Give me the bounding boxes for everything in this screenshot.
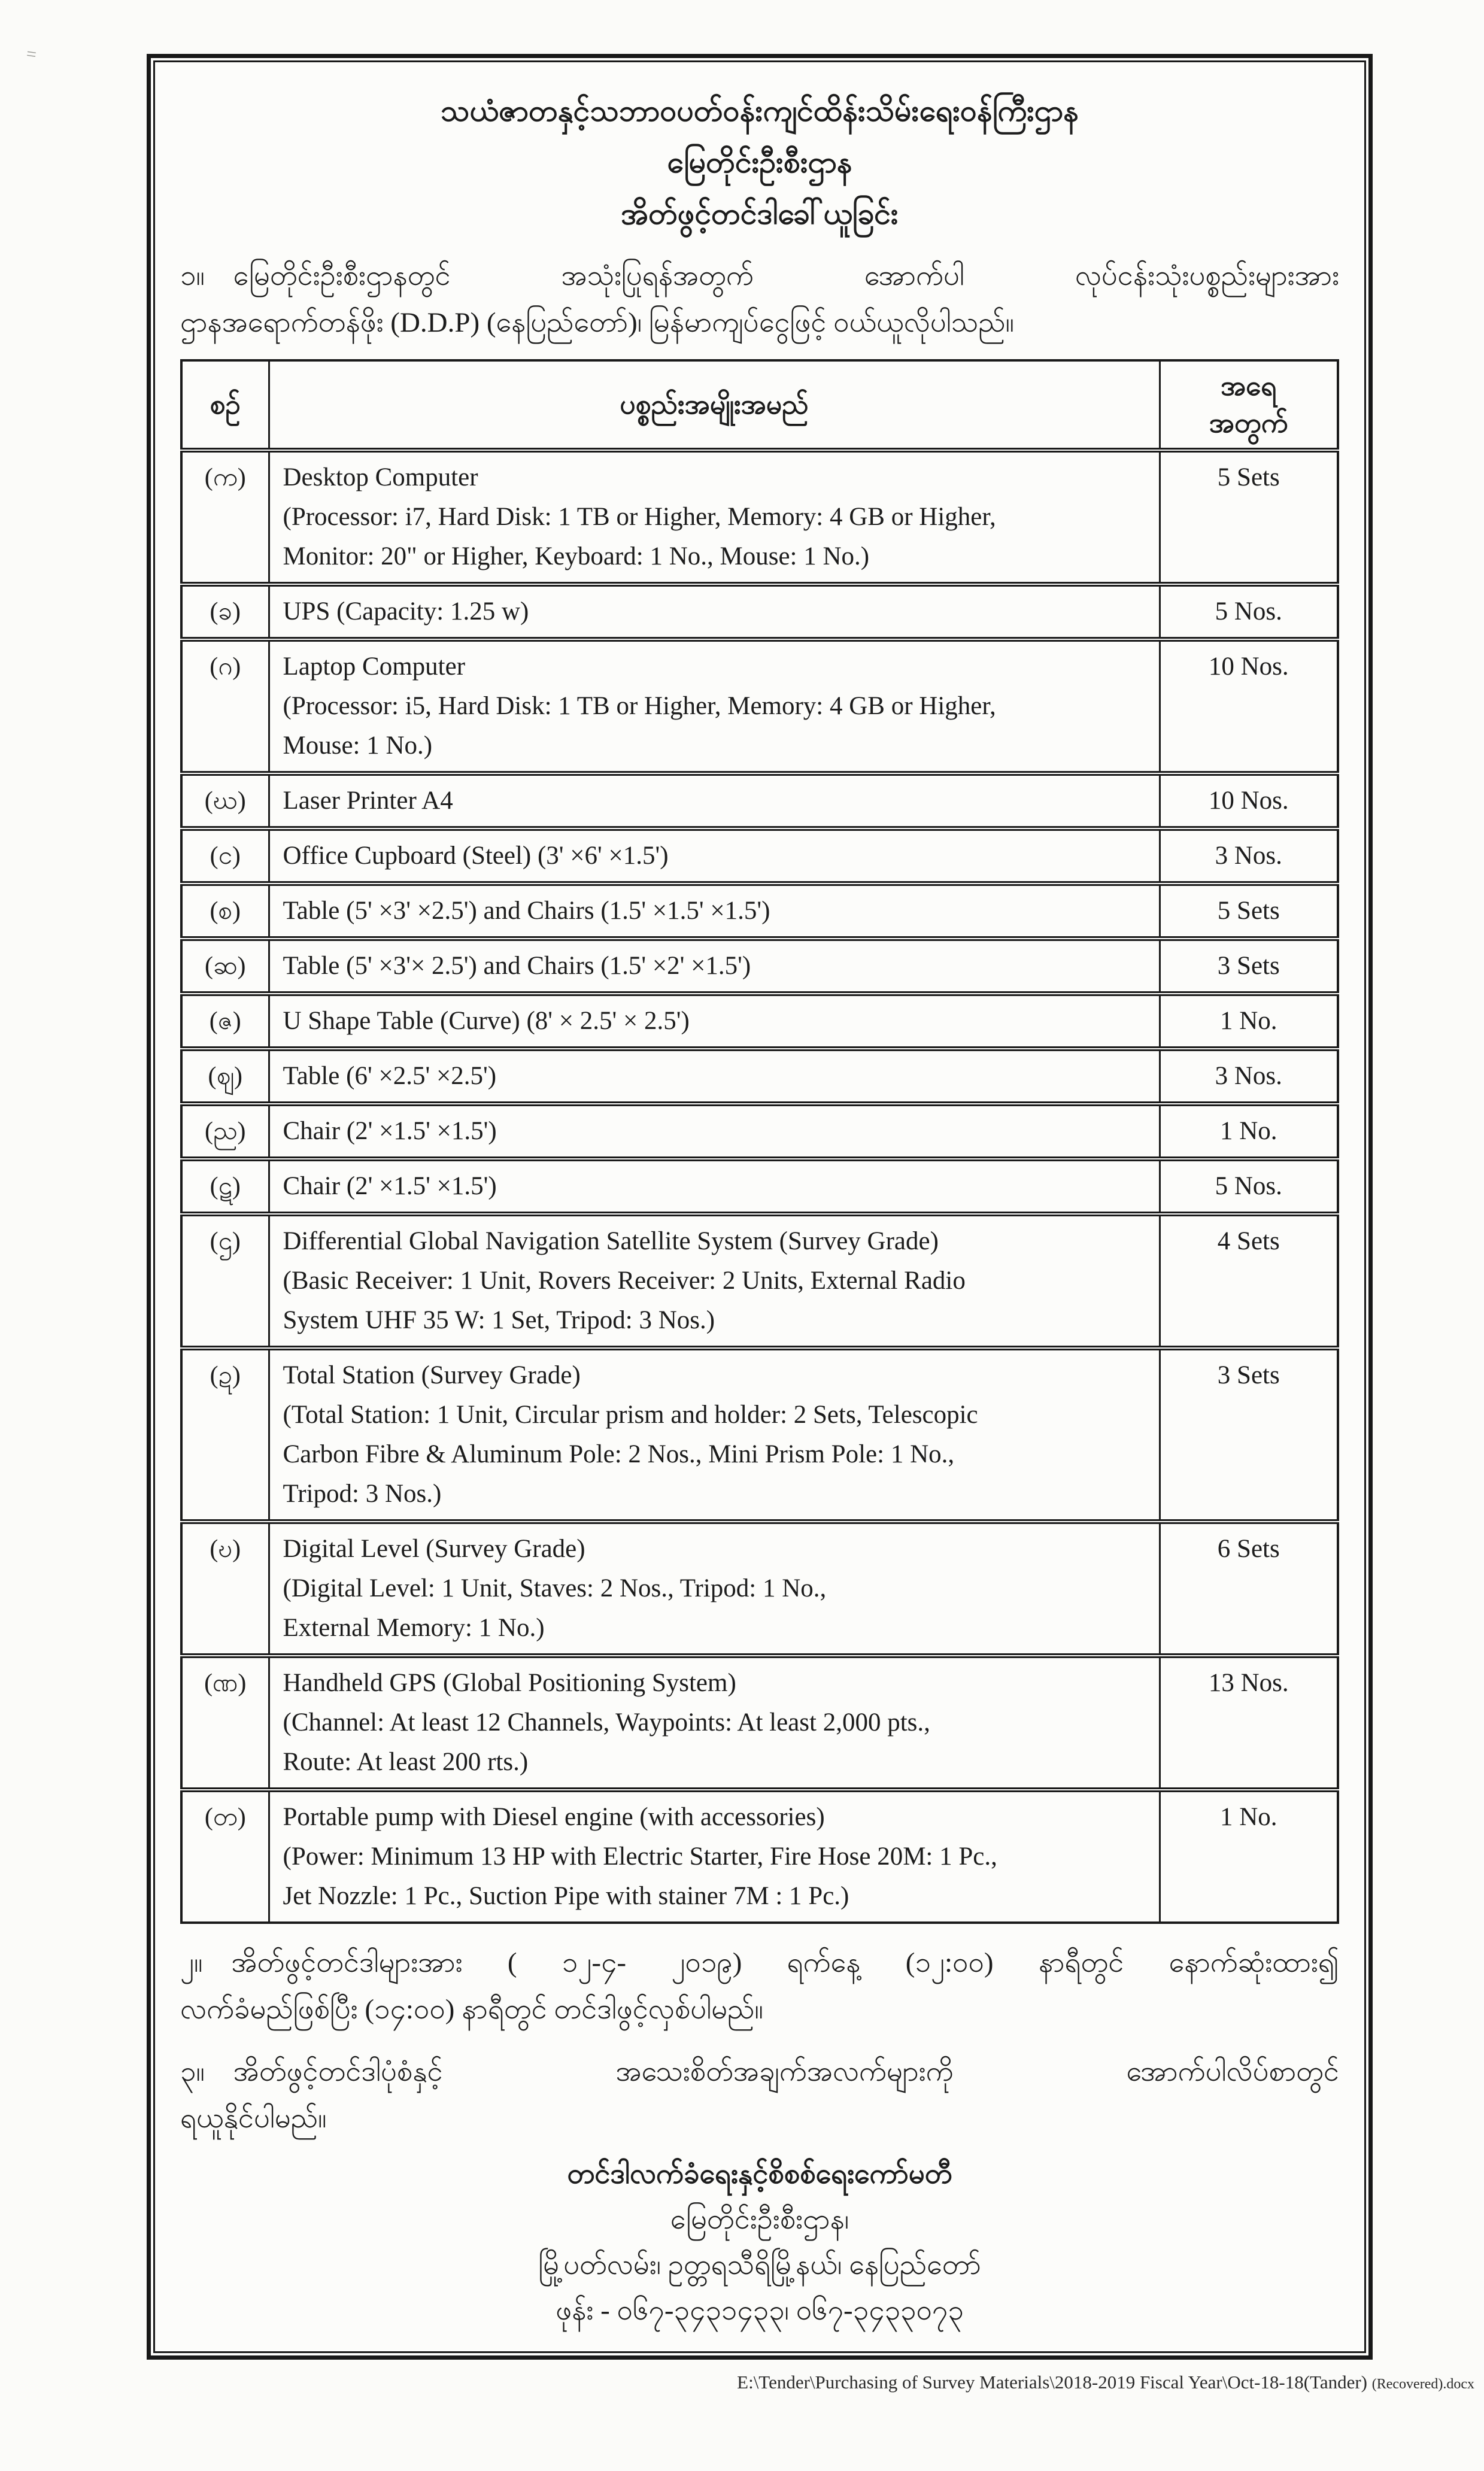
description-line: Mouse: 1 No.) bbox=[283, 731, 433, 760]
description-line: Total Station (Survey Grade) bbox=[283, 1361, 581, 1389]
description-line: Chair (2' ×1.5' ×1.5') bbox=[283, 1117, 497, 1145]
tender-committee-name: တင်ဒါလက်ခံရေးနှင့်စိစစ်ရေးကော်မတီ bbox=[567, 2159, 952, 2190]
row-description bbox=[269, 1790, 1160, 1923]
row-quantity: 4 Sets bbox=[1160, 1214, 1338, 1348]
description-line: Table (5' ×3' ×2.5') and Chairs (1.5' ×1.5' ×1.5') bbox=[283, 897, 770, 925]
row-quantity: 10 Nos. bbox=[1160, 773, 1338, 828]
description-line: (Processor: i5, Hard Disk: 1 TB or Higher, Memory: 4 GB or Higher, bbox=[283, 692, 996, 720]
row-quantity: 1 No. bbox=[1160, 994, 1338, 1049]
row-description bbox=[269, 939, 1160, 994]
description-column-header: ပစ္စည်းအမျိုးအမည် bbox=[269, 360, 1160, 450]
description-line: External Memory: 1 No.) bbox=[283, 1614, 545, 1642]
file-path-main: E:\Tender\Purchasing of Survey Materials\2018-2019 Fiscal Year\Oct-18-18(Tander) bbox=[737, 2372, 1372, 2393]
row-serial: (က) bbox=[181, 450, 269, 584]
paragraph-1-line-2: ဌာနအရောက်တန်ဖိုး (D.D.P) (နေပြည်တော်)၊ မြန်မာကျပ်ငွေဖြင့် ဝယ်ယူလိုပါသည်။ bbox=[180, 307, 1014, 338]
description-line: (Channel: At least 12 Channels, Waypoints: At least 2,000 pts., bbox=[283, 1708, 930, 1737]
row-serial: (ဈ) bbox=[181, 1049, 269, 1104]
table-row bbox=[181, 1159, 1338, 1214]
signature-block bbox=[180, 2151, 1339, 2333]
paragraph-2-line-2: လက်ခံမည်ဖြစ်ပြီး (၁၄:၀၀) နာရီတွင် တင်ဒါဖွင့်လှစ်ပါမည်။ bbox=[180, 1994, 763, 2025]
paragraph-1-line-1 bbox=[180, 253, 1339, 299]
description-line: U Shape Table (Curve) (8' × 2.5' × 2.5') bbox=[283, 1007, 690, 1035]
row-description bbox=[269, 1214, 1160, 1348]
table-row bbox=[181, 994, 1338, 1049]
description-line: Laptop Computer bbox=[283, 652, 466, 681]
table-row bbox=[181, 1522, 1338, 1656]
table-row bbox=[181, 939, 1338, 994]
paragraph-1 bbox=[180, 253, 1339, 346]
paragraph-number: ၁။ bbox=[180, 260, 205, 292]
table-row bbox=[181, 828, 1338, 884]
row-serial: (ဇ) bbox=[181, 994, 269, 1049]
paragraph-text: အိတ်ဖွင့်တင်ဒါများအား ( ၁၂-၄- ၂၀၁၉) ရက်နေ့ (၁၂:၀၀) နာရီတွင် နောက်ဆုံးထား၍ bbox=[231, 1947, 1339, 1978]
table-row bbox=[181, 1348, 1338, 1522]
row-description bbox=[269, 1104, 1160, 1159]
description-line: Monitor: 20" or Higher, Keyboard: 1 No., Mouse: 1 No.) bbox=[283, 542, 870, 570]
row-quantity: 5 Nos. bbox=[1160, 584, 1338, 639]
document-border bbox=[147, 54, 1373, 2360]
description-line: Digital Level (Survey Grade) bbox=[283, 1535, 585, 1563]
description-line: (Digital Level: 1 Unit, Staves: 2 Nos., Tripod: 1 No., bbox=[283, 1574, 827, 1602]
file-path-footer bbox=[737, 2372, 1474, 2393]
description-line: Office Cupboard (Steel) (3' ×6' ×1.5') bbox=[283, 842, 669, 870]
description-line: (Basic Receiver: 1 Unit, Rovers Receiver: 2 Units, External Radio bbox=[283, 1267, 966, 1295]
row-quantity: 5 Nos. bbox=[1160, 1159, 1338, 1214]
row-quantity: 3 Sets bbox=[1160, 939, 1338, 994]
items-table bbox=[180, 359, 1339, 1924]
row-description bbox=[269, 639, 1160, 773]
description-line: Jet Nozzle: 1 Pc., Suction Pipe with stainer 7M : 1 Pc.) bbox=[283, 1882, 849, 1910]
row-quantity: 10 Nos. bbox=[1160, 639, 1338, 773]
row-description bbox=[269, 1348, 1160, 1522]
row-description bbox=[269, 584, 1160, 639]
table-row bbox=[181, 1104, 1338, 1159]
description-line: UPS (Capacity: 1.25 w) bbox=[283, 597, 529, 626]
paragraph-3-line-1 bbox=[180, 2048, 1339, 2095]
quantity-column-header bbox=[1160, 360, 1338, 450]
row-description bbox=[269, 884, 1160, 939]
description-line: Laser Printer A4 bbox=[283, 787, 453, 815]
document-inner-border bbox=[153, 60, 1366, 2353]
signature-address: မြို့ပတ်လမ်း၊ ဥတ္တရသီရိမြို့နယ်၊ နေပြည်တော် bbox=[538, 2250, 981, 2281]
ministry-title: သယံဇာတနှင့်သဘာဝပတ်ဝန်းကျင်ထိန်းသိမ်းရေးဝန်ကြီးဌာန bbox=[440, 94, 1079, 128]
table-row bbox=[181, 584, 1338, 639]
row-quantity: 13 Nos. bbox=[1160, 1656, 1338, 1790]
row-quantity: 3 Nos. bbox=[1160, 1049, 1338, 1104]
row-quantity: 6 Sets bbox=[1160, 1522, 1338, 1656]
description-line: Differential Global Navigation Satellite System (Survey Grade) bbox=[283, 1227, 939, 1255]
row-description bbox=[269, 1159, 1160, 1214]
table-row bbox=[181, 1214, 1338, 1348]
table-row bbox=[181, 1790, 1338, 1923]
quantity-header-line-2: အတွက် bbox=[1209, 408, 1288, 438]
description-line: (Processor: i7, Hard Disk: 1 TB or Higher, Memory: 4 GB or Higher, bbox=[283, 503, 996, 531]
signature-department: မြေတိုင်းဦးစီးဌာန၊ bbox=[670, 2204, 849, 2235]
description-line: System UHF 35 W: 1 Set, Tripod: 3 Nos.) bbox=[283, 1306, 715, 1334]
row-serial: (စ) bbox=[181, 884, 269, 939]
table-row bbox=[181, 1049, 1338, 1104]
items-body bbox=[181, 450, 1338, 1923]
row-quantity: 5 Sets bbox=[1160, 450, 1338, 584]
row-serial: (တ) bbox=[181, 1790, 269, 1923]
description-line: Handheld GPS (Global Positioning System) bbox=[283, 1669, 736, 1697]
row-serial: (ဆ) bbox=[181, 939, 269, 994]
row-description bbox=[269, 773, 1160, 828]
row-quantity: 3 Sets bbox=[1160, 1348, 1338, 1522]
table-row bbox=[181, 884, 1338, 939]
paragraph-3 bbox=[180, 2048, 1339, 2142]
description-line: Desktop Computer bbox=[283, 463, 478, 491]
row-quantity: 1 No. bbox=[1160, 1104, 1338, 1159]
paragraph-2-line-1 bbox=[180, 1939, 1339, 1986]
signature-phone: ဖုန်း - ၀၆၇-၃၄၃၁၄၃၃၊ ၀၆၇-၃၄၃၃၀၇၃ bbox=[556, 2295, 964, 2326]
table-row bbox=[181, 773, 1338, 828]
row-serial: (ဃ) bbox=[181, 773, 269, 828]
row-serial: (ဋ) bbox=[181, 1159, 269, 1214]
items-table-header bbox=[181, 360, 1338, 450]
row-description bbox=[269, 1522, 1160, 1656]
description-line: Tripod: 3 Nos.) bbox=[283, 1480, 442, 1508]
table-row bbox=[181, 639, 1338, 773]
description-line: (Power: Minimum 13 HP with Electric Starter, Fire Hose 20M: 1 Pc., bbox=[283, 1842, 997, 1871]
department-title: မြေတိုင်းဦးစီးဌာန bbox=[667, 145, 852, 179]
file-path-recovered-suffix: (Recovered).docx bbox=[1371, 2376, 1474, 2392]
header-row bbox=[181, 360, 1338, 450]
row-serial: (ဍ) bbox=[181, 1348, 269, 1522]
description-line: Table (6' ×2.5' ×2.5') bbox=[283, 1062, 497, 1090]
paragraph-text: မြေတိုင်းဦးစီးဌာနတွင် အသုံးပြုရန်အတွက် အောက်ပါ လုပ်ငန်းသုံးပစ္စည်းများအား bbox=[233, 260, 1339, 292]
description-line: Portable pump with Diesel engine (with accessories) bbox=[283, 1803, 825, 1831]
row-serial: (င) bbox=[181, 828, 269, 884]
description-line: (Total Station: 1 Unit, Circular prism and holder: 2 Sets, Telescopic bbox=[283, 1401, 978, 1429]
description-line: Table (5' ×3'× 2.5') and Chairs (1.5' ×2' ×1.5') bbox=[283, 952, 751, 980]
scanner-noise-mark: = bbox=[25, 44, 36, 65]
row-quantity: 1 No. bbox=[1160, 1790, 1338, 1923]
row-serial: (ဏ) bbox=[181, 1656, 269, 1790]
row-serial: (ဌ) bbox=[181, 1214, 269, 1348]
row-description bbox=[269, 1656, 1160, 1790]
paragraph-2 bbox=[180, 1939, 1339, 2033]
row-quantity: 5 Sets bbox=[1160, 884, 1338, 939]
paragraph-number: ၃။ bbox=[180, 2056, 205, 2087]
paragraph-text: အိတ်ဖွင့်တင်ဒါပုံစံနှင့် အသေးစိတ်အချက်အလက်များကို အောက်ပါလိပ်စာတွင် bbox=[233, 2056, 1339, 2087]
row-quantity: 3 Nos. bbox=[1160, 828, 1338, 884]
serial-column-header: စဉ် bbox=[181, 360, 269, 450]
tender-invitation-title: အိတ်ဖွင့်တင်ဒါခေါ်ယူခြင်း bbox=[621, 197, 899, 230]
row-serial: (ခ) bbox=[181, 584, 269, 639]
paragraph-number: ၂။ bbox=[180, 1947, 203, 1978]
paragraph-3-line-2: ရယူနိုင်ပါမည်။ bbox=[180, 2103, 327, 2134]
description-line: Route: At least 200 rts.) bbox=[283, 1748, 529, 1776]
row-description bbox=[269, 994, 1160, 1049]
row-serial: (ည) bbox=[181, 1104, 269, 1159]
table-row bbox=[181, 450, 1338, 584]
description-line: Chair (2' ×1.5' ×1.5') bbox=[283, 1172, 497, 1200]
description-line: Carbon Fibre & Aluminum Pole: 2 Nos., Mini Prism Pole: 1 No., bbox=[283, 1440, 955, 1468]
row-serial: (ဎ) bbox=[181, 1522, 269, 1656]
row-description bbox=[269, 828, 1160, 884]
document-header bbox=[180, 87, 1339, 237]
row-description bbox=[269, 450, 1160, 584]
row-serial: (ဂ) bbox=[181, 639, 269, 773]
quantity-header-line-1: အရေ bbox=[1220, 371, 1277, 401]
row-description bbox=[269, 1049, 1160, 1104]
table-row bbox=[181, 1656, 1338, 1790]
